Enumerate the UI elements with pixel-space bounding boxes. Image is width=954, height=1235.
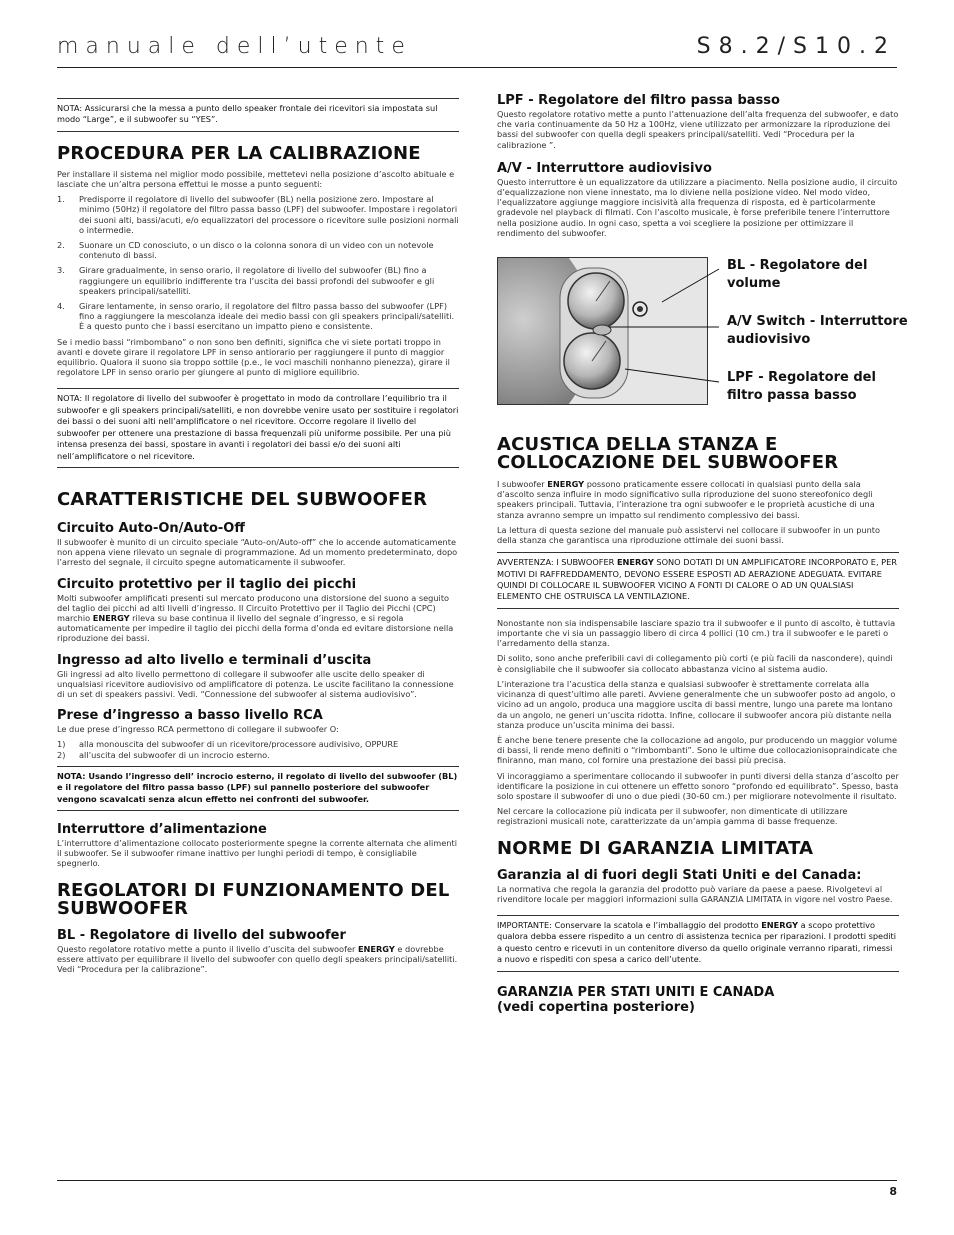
room-p3: Nonostante non sia indispensabile lasciare spazio tra il subwoofer e il punto di ascolto, è tuttavia importante che vi sia un passaggio libero di circa 4 pollici (10 cm.) tra il subwoofer e le pareti o l’arredamento della stanza. bbox=[497, 617, 896, 649]
rca-list bbox=[57, 739, 459, 759]
room-p1: I subwoofer ENERGY possono praticamente essere collocati in qualsiasi punto della sala d’ascolto senza influire in modo significativo sulla riproduzione del suono stereofonico degli speakers principali. Tuttavia, l’interazione tra ogni subwoofer e le proprietà acustiche di una stanza avranno sempre un impatto sul rendimento complessivo dei bassi. bbox=[497, 479, 875, 520]
bl-text: Questo regolatore rotativo mette a punto il livello d’uscita del subwoofer ENERGY e dovrebbe essere attivato per equilibrare il livello del subwoofer con quello degli speakers principali/satelliti. Vedi “Procedura per la calibrazione”. bbox=[57, 943, 458, 974]
control-panel-diagram bbox=[497, 257, 908, 405]
room-title: ACUSTICA DELLA STANZA E COLLOCAZIONE DEL SUBWOOFER bbox=[497, 434, 839, 474]
lpf-title: LPF - Regolatore del filtro passa basso bbox=[497, 93, 780, 108]
warranty-subtitle: Garanzia al di fuori degli Stati Uniti e del Canada: bbox=[497, 867, 862, 883]
rca-title: Prese d’ingresso a basso livello RCA bbox=[57, 708, 323, 724]
footer-rule bbox=[57, 1180, 897, 1181]
label-av: A/V Switch - Interruttore audiovisivo bbox=[727, 314, 908, 348]
room-p8: Nel cercare la collocazione più indicata per il subwoofer, non dimenticate di utilizzare registrazioni musicali note, caratterizzate da un’ampia gamma di basse frequenze. bbox=[497, 806, 848, 827]
power-switch-text: L’interruttore d’alimentazione collocato posteriormente spegne la corrente alternata che alimenti il subwoofer. Se il subwoofer rimane inattivo per lunghi periodi di tempo, è consigliabile spegnerlo. bbox=[57, 837, 457, 869]
warning-box bbox=[497, 552, 899, 609]
high-level-text: Gli ingressi ad alto livello permettono di collegare il subwoofer alle uscite dello speaker di unqualsiasi ricevitore audiovisivo od amplificatore di potenza. Le uscite facilitano la connessione di un set di speakers passivi. Vedi. “Connessione del subwoofer al sistema audiovisivo”. bbox=[57, 668, 454, 699]
warranty-text: La normativa che regola la garanzia del prodotto può variare da paese a paese. Rivolgetevi al rivenditore locale per maggiori informazioni sulla GARANZIA LIMITATA in vigore nel vostro Paese. bbox=[497, 883, 893, 904]
brand-name: ENERGY bbox=[547, 479, 585, 490]
lpf-text: Questo regolatore rotativo mette a punto l’attenuazione dell’alta frequenza del subwoofer, e dato che varia continuamente da 50 Hz a 100Hz, viene utilizzato per armonizzare la riproduzione dei bassi del subwoofer con quella degli speakers principali/satelliti. Vedi “Procedura per la calibrazione ”. bbox=[497, 109, 899, 150]
power-switch-title: Interruttore d’alimentazione bbox=[57, 821, 267, 837]
calibration-intro: Per installare il sistema nel miglior modo possibile, mettetevi nella posizione d’ascolto abituale e lasciate che un’altra persona effettui le mosse a punto seguenti: bbox=[57, 168, 455, 190]
note-bass-level bbox=[57, 388, 459, 467]
step-item: 2. Suonare un CD conosciuto, o un disco o la colonna sonora di un video con un notevole contenuto di bassi. bbox=[57, 240, 434, 261]
av-switch bbox=[593, 325, 611, 335]
step-item: 3. Girare gradualmente, in senso orario, il regolatore di livello del subwoofer (BL) fino a raggiungere un equilibrio indifferente tra l’uscita dei bassi profondi del subwoofer e gli speakers principali/satelliti. bbox=[57, 265, 435, 296]
room-p6: È anche bene tenere presente che la collocazione ad angolo, pur producendo un maggior volume di bassi, li rende meno definiti o “rimbombanti”. Sono le ultime due collocazionisopraindicate che finiranno, man mano, col fornire una prestazione dei bassi più precisa. bbox=[497, 734, 898, 766]
auto-on-text: Il subwoofer è munito di un circuito speciale “Auto-on/Auto-off” che lo accende automaticamente non appena viene rilevato un segnale di programmazione. Ad un momento predeterminato, dopo l’arresto del segnale, il circuito spegne automaticamente il subwoofer. bbox=[57, 536, 458, 568]
header-manual-title: manuale dell’utente bbox=[57, 34, 412, 59]
list-item: 2) all’uscita del subwoofer di un incrocio esterno. bbox=[57, 749, 270, 760]
note-front-speaker bbox=[57, 98, 459, 132]
brand-name: ENERGY bbox=[92, 612, 130, 623]
warning-text: AVVERTENZA: I SUBWOOFER ENERGY SONO DOTATI DI UN AMPLIFICATORE INCORPORATO E, PER MOTIVI DI RAFFREDDAMENTO, DEVONO ESSERE ESPOSTI AD AERAZIONE ADEGUATA. EVITARE QUINDI DI COLLOCARE IL SUBWOOFER VICINO A FONTI DI CALORE O AD UN QUALSIASI ELEMENTO CHE OSTRUISCA LA VENTILAZIONE. bbox=[497, 557, 897, 602]
brand-name: ENERGY bbox=[761, 919, 799, 930]
usa-warranty-subtitle: (vedi copertina posteriore) bbox=[497, 999, 695, 1015]
auto-on-title: Circuito Auto-On/Auto-Off bbox=[57, 520, 245, 536]
clip-text: Molti subwoofer amplificati presenti sul mercato producono una distorsione del suono a seguito del taglio dei picchi ad alti livelli d’ingresso. Il Circuito Protettivo per il Taglio dei Picchi (CPC) marchio ENERGY rileva su base continua il livello del segnale d’ingresso, e si regola automaticamente per impedire il taglio dei picchi della forma d’onda ed evitare distorsione nella riproduzione dei bassi. bbox=[57, 592, 454, 644]
power-led-center bbox=[637, 306, 643, 312]
controls-title: REGOLATORI DI FUNZIONAMENTO DEL SUBWOOFER bbox=[57, 879, 450, 919]
usa-warranty-title: GARANZIA PER STATI UNITI E CANADA bbox=[497, 984, 775, 1000]
left-column bbox=[57, 98, 459, 979]
rca-intro: Le due prese d’ingresso RCA permettono di collegare il subwoofer O: bbox=[57, 724, 339, 735]
note-bass-level-text: NOTA: Il regolatore di livello del subwoofer è progettato in modo da controllare l’equilibrio tra il subwoofer e gli speakers principali/satelliti, e non dovrebbe venire usato per sostituire i regolatori dei bassi o dei suoni alti nell’amplificatore o nel ricevitore. Occorre regolare il livello del subwoofer per ottenere una prestazione di bassa frequenzali più uniforme possibile. Per una più intensa presenza dei bassi, spostare in avanti i regolatori dei bassi e/o dei suoni alti nell’amplificatore o nel ricevitore. bbox=[57, 393, 459, 461]
calibration-title: PROCEDURA PER LA CALIBRAZIONE bbox=[57, 142, 421, 164]
av-title: A/V - Interruttore audiovisivo bbox=[497, 160, 712, 176]
av-text: Questo interruttore è un equalizzatore da utilizzare a piacimento. Nella posizione audio, il circuito d’equalizzazione non viene innestato, ma lo diviene nella posizione video. Nel modo video, l’equalizzatore aggiunge maggiore incisività alla frequenza di risposta, ed è particolarmente gradevole nel playback di filmati. Con l’ascolto musicale, è forse preferibile tenere l’interruttore nella posizione audio. In ogni caso, spetta a voi scegliere la posizione per ottimizzare il rendimento del subwoofer. bbox=[497, 176, 898, 238]
room-p2: La lettura di questa sezione del manuale può assistervi nel collocare il subwoofer in un punto della stanza che garantisca una riproduzione ottimale dei suoni bassi. bbox=[497, 524, 881, 546]
note-crossover bbox=[57, 766, 459, 811]
warranty-title: NORME DI GARANZIA LIMITATA bbox=[497, 837, 814, 859]
important-text: IMPORTANTE: Conservare la scatola e l’imballaggio del prodotto ENERGY a scopo protettivo qualora debba essere rispedito a un centro di assistenza tecnica per riparazioni. I prodotti spediti a questo centro e ricevuti in un contenitore diverso da quello originale verranno riparati, rimessi a nuovo e rispediti con spesa a carico dell’utente. bbox=[497, 919, 897, 965]
brand-name: ENERGY bbox=[357, 943, 395, 954]
label-bl: BL - Regolatore del volume bbox=[727, 258, 868, 292]
room-p4: Di solito, sono anche preferibili cavi di collegamento più corti (e più facili da nascondere), quindi è consigliabile che il subwoofer sia collocato abbastanza vicino al sistema audio. bbox=[497, 653, 893, 674]
important-box bbox=[497, 915, 899, 972]
right-column bbox=[497, 93, 908, 1016]
calibration-steps bbox=[57, 194, 459, 331]
control-panel-illustration bbox=[497, 257, 708, 405]
page-number: 8 bbox=[889, 1185, 897, 1198]
brand-name: ENERGY bbox=[616, 557, 654, 568]
step-item: 1. Predisporre il regolatore di livello del subwoofer (BL) nella posizione zero. Impostare al minimo (50Hz) il regolatore del filtro passa basso (LPF) del subwoofer. Impostare i regolatori dei suoni alti, bassi/acuti, e/o equalizzatori del processore o ricevitore sulle posizioni normali o intermedie. bbox=[57, 194, 459, 235]
header-model: S8.2/S10.2 bbox=[696, 34, 896, 59]
features-title: CARATTERISTICHE DEL SUBWOOFER bbox=[57, 488, 428, 510]
high-level-title: Ingresso ad alto livello e terminali d’uscita bbox=[57, 652, 372, 668]
note-front-speaker-text: NOTA: Assicurarsi che la messa a punto dello speaker frontale dei ricevitori sia impostata sul modo “Large”, e il subwoofer su “YES”. bbox=[57, 103, 438, 125]
clip-title: Circuito protettivo per il taglio dei picchi bbox=[57, 576, 357, 592]
calibration-after: Se i medio bassi “rimbombano” o non sono ben definiti, significa che vi siete portati troppo in avanti e dovete girare il regolatore LPF in senso antiorario per raggiungere il punto di maggior equilibrio. Qualora il suono sia troppo sottile (p.e., le voci maschili nonhanno pienezza), girare il regolatore LPF in senso orario per giungere al punto di migliore equilibrio. bbox=[57, 336, 450, 378]
room-p7: Vi incoraggiamo a sperimentare collocando il subwoofer in punti diversi della stanza d’ascolto per identificare la posizione in cui ottenere un effetto sonoro “profondo ed equilibrato”. Spesso, basta solo spostare il subwoofer di uno o due piedi (30-60 cm.) per migliorare notevolmente il risultato. bbox=[497, 770, 899, 801]
header-rule bbox=[57, 67, 897, 68]
note-crossover-text: NOTA: Usando l’ingresso dell’ incrocio esterno, il regolato di livello del subwoofer (BL) e il regolatore del filtro passa basso (LPF) sul pannello posteriore del subwoofer vengono scavalcati senza alcun effetto nei confronti del subwoofer. bbox=[57, 770, 458, 804]
bl-title: BL - Regolatore di livello del subwoofer bbox=[57, 927, 346, 943]
room-p5: L’interazione tra l’acustica della stanza e qualsiasi subwoofer è strettamente correlata alla vicinanza di quest’ultimo alle pareti. Avviene generalmente che un subwoofer posto ad angolo, o vicino ad un angolo, produca una maggiore uscita di bassi mentre, lungo una parete ma lontano da un angolo, ne generi un’uscita ridotta. Infine, collocare il subwoofer ancora più distante nella stanza produce un’uscita minima dei bassi. bbox=[497, 678, 896, 730]
list-item: 1) alla monouscita del subwoofer di un ricevitore/processore audivisivo, OPPURE bbox=[57, 739, 399, 750]
step-item: 4. Girare lentamente, in senso orario, il regolatore del filtro passa basso del subwoofer (LPF) fino a raggiungere la mescolanza ideale dei medio bassi con gli speakers principali/satelliti. È a questo punto che i bassi esercitano un impatto pieno e consistente. bbox=[57, 301, 455, 332]
control-panel-drawing bbox=[498, 258, 707, 404]
label-lpf: LPF - Regolatore del filtro passa basso bbox=[727, 370, 876, 404]
